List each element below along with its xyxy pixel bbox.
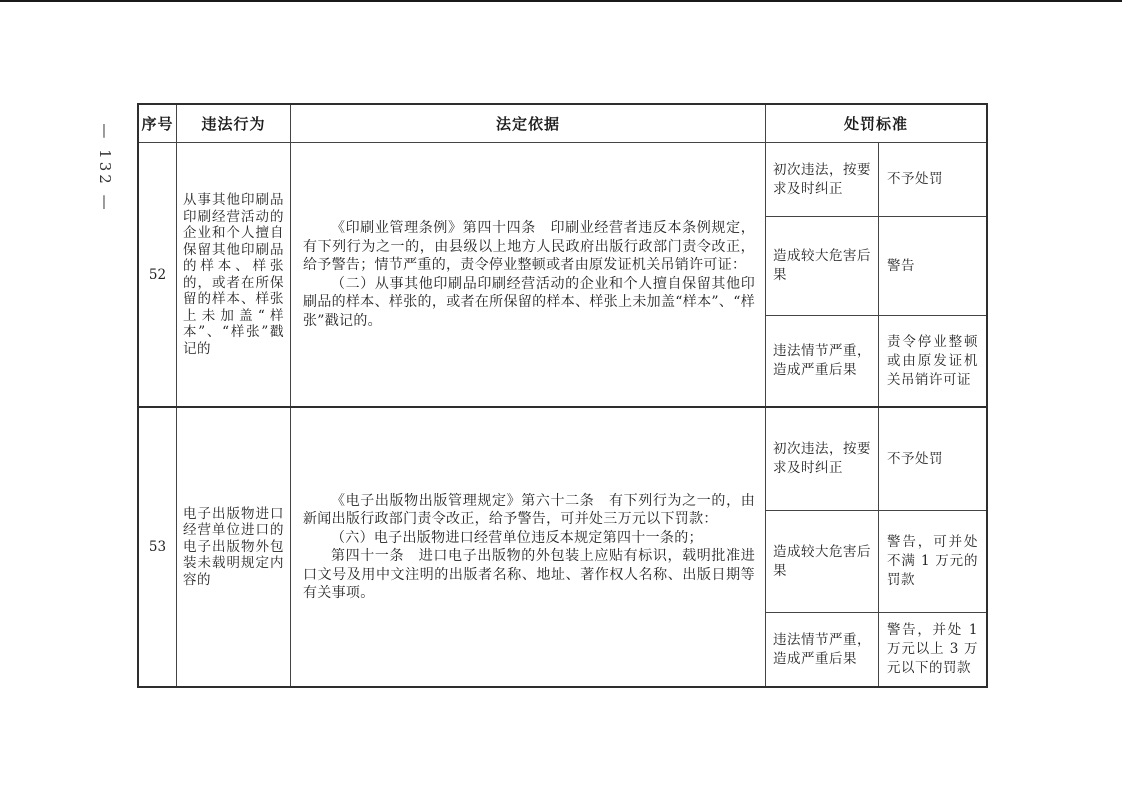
penalty-subrow xyxy=(766,217,986,316)
row-serial-number: 53 xyxy=(139,408,177,686)
penalty-condition-text: 违法情节严重，造成严重后果 xyxy=(773,343,871,378)
penalty-standard-text: 责令停业整顿或由原发证机关吊销许可证 xyxy=(887,333,978,388)
penalty-subrow xyxy=(766,143,986,217)
penalty-condition-text: 违法情节严重，造成严重后果 xyxy=(773,631,871,667)
penalty-standard-cell xyxy=(879,408,986,510)
penalty-subrow xyxy=(766,408,986,511)
row-serial-number: 52 xyxy=(139,143,177,406)
violation-cell xyxy=(177,408,291,686)
penalty-condition-text: 初次违法，按要求及时纠正 xyxy=(773,441,871,476)
penalty-standard-cell xyxy=(879,217,986,315)
header-cell-penalty-standard: 处罚标准 xyxy=(843,115,908,133)
legal-basis-paragraph: （六）电子出版物进口经营单位违反本规定第四十一条的； xyxy=(331,529,703,546)
penalty-standard-cell xyxy=(879,316,986,406)
penalty-condition-cell xyxy=(766,511,879,612)
penalty-standard-cell xyxy=(879,511,986,612)
penalty-standard-cell xyxy=(879,143,986,216)
violation-cell xyxy=(177,143,291,406)
penalty-subrow xyxy=(766,511,986,613)
table-row-52 xyxy=(139,143,986,408)
penalty-subrow xyxy=(766,613,986,686)
violation-text: 电子出版物进口经营单位进口的电子出版物外包装未载明规定内容的 xyxy=(183,505,284,588)
penalty-column xyxy=(766,143,986,406)
penalty-condition-cell xyxy=(766,217,879,315)
scan-edge-line xyxy=(0,0,1122,2)
legal-basis-paragraph: 第四十一条 进口电子出版物的外包装上应贴有标识，载明批准进口文号及用中文注明的出版者名称、地址、著作权人名称、出版日期等有关事项。 xyxy=(303,548,755,601)
penalty-standard-text: 警告，并处 1 万元以上 3 万元以下的罚款 xyxy=(887,622,978,676)
violation-text: 从事其他印刷品印刷经营活动的企业和个人擅自保留其他印刷品的样本、样张的，或者在所保留的样本、样张上未加盖“样本”、“样张”戳记的 xyxy=(183,192,284,357)
penalty-condition-text: 初次违法，按要求及时纠正 xyxy=(773,161,871,197)
legal-basis-paragraph: 《印刷业管理条例》第四十四条 印刷业经营者违反本条例规定，有下列行为之一的，由县级以上地方人民政府出版行政部门责令改正，给予警告；情节严重的，责令停业整顿或者由原发证机关吊销许可证： xyxy=(303,220,755,273)
penalty-subrow xyxy=(766,316,986,406)
penalty-standard-text: 不予处罚 xyxy=(887,450,943,467)
penalty-standard-cell xyxy=(879,613,986,686)
penalty-regulation-table xyxy=(137,103,988,688)
penalty-condition-cell xyxy=(766,613,879,686)
table-row-53 xyxy=(139,408,986,686)
penalty-condition-cell xyxy=(766,143,879,216)
penalty-condition-cell xyxy=(766,408,879,510)
penalty-standard-text: 警告，可并处不满 1 万元的罚款 xyxy=(887,534,978,588)
penalty-condition-cell xyxy=(766,316,879,406)
page-number: — 132 — xyxy=(96,123,114,213)
header-cell-legal-basis: 法定依据 xyxy=(291,105,766,142)
penalty-standard-text: 不予处罚 xyxy=(887,171,943,187)
header-cell-serial: 序号 xyxy=(139,105,177,142)
penalty-condition-text: 造成较大危害后果 xyxy=(773,248,871,283)
table-header-row xyxy=(139,105,986,143)
legal-basis-cell xyxy=(291,408,766,686)
penalty-condition-text: 造成较大危害后果 xyxy=(773,543,871,579)
penalty-column xyxy=(766,408,986,686)
penalty-standard-text: 警告 xyxy=(887,257,915,274)
legal-basis-paragraph: （二）从事其他印刷品印刷经营活动的企业和个人擅自保留其他印刷品的样本、样张的，或者在所保留的样本、样张上未加盖“样本”、“样张”戳记的。 xyxy=(303,275,755,329)
legal-basis-cell xyxy=(291,143,766,406)
legal-basis-paragraph: 《电子出版物出版管理规定》第六十二条 有下列行为之一的，由新闻出版行政部门责令改正，给予警告，可并处三万元以下罚款： xyxy=(303,492,755,527)
header-cell-violation: 违法行为 xyxy=(177,105,291,142)
